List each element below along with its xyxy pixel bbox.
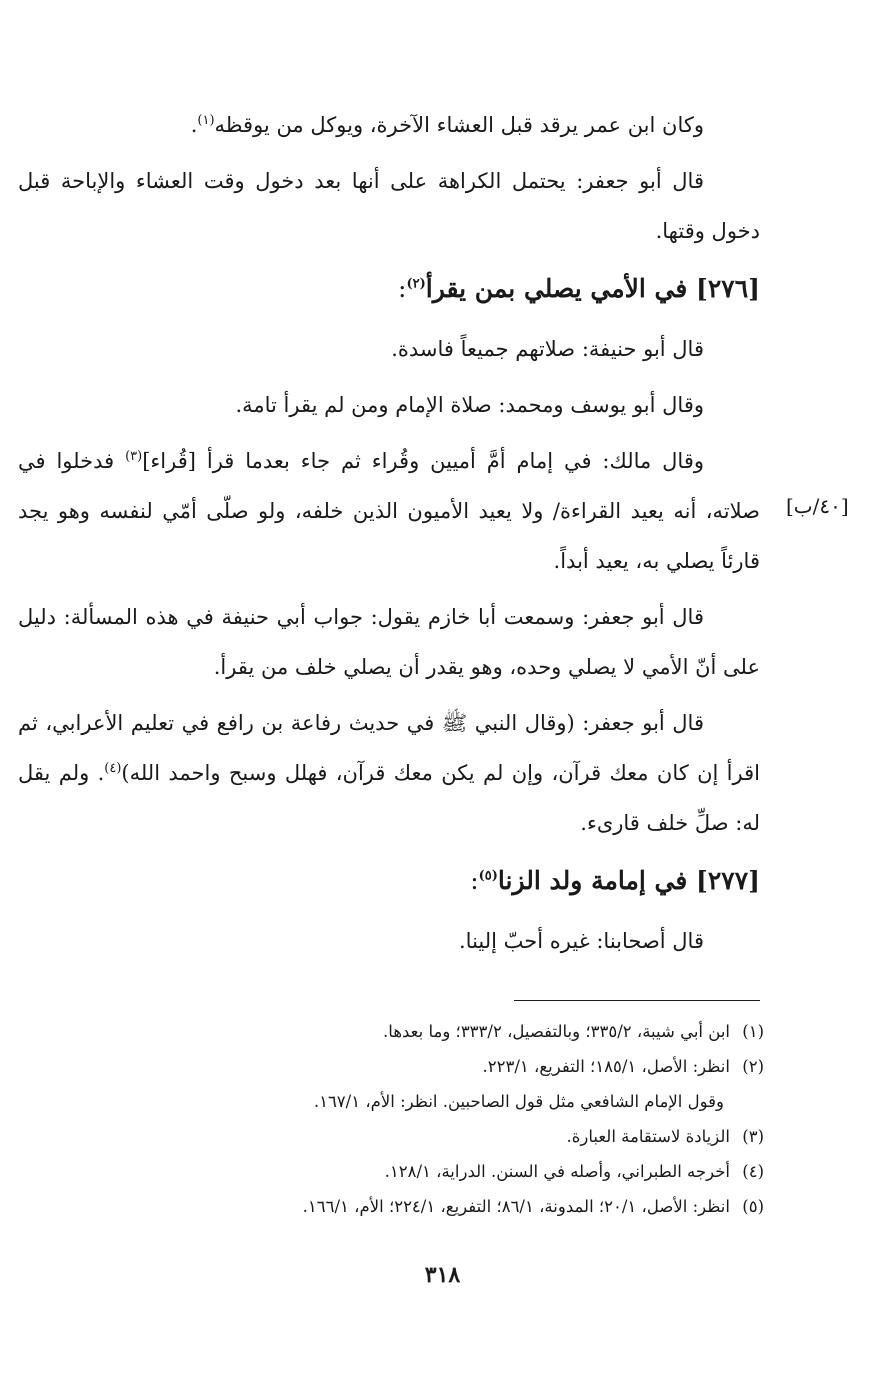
section-heading-277: [٢٧٧] في إمامة ولد الزنا$^{(٥)}$: — [470, 866, 760, 895]
paragraph-ashabuna: قال أصحابنا: غيره أحبّ إلينا. — [459, 929, 704, 953]
footnote-text: انظر: الأصل، ١٨٥/١؛ التفريع، ٢٢٣/١. — [482, 1057, 730, 1076]
footnote-ref-2[interactable]: (٢) — [406, 276, 426, 292]
paragraph-abu-yusuf: وقال أبو يوسف ومحمد: صلاة الإمام ومن لم يقرأ تامة. — [235, 393, 704, 417]
footnote-number: (٣) — [742, 1127, 764, 1146]
footnote-ref-1[interactable]: (١) — [197, 113, 215, 128]
main-text — [18, 100, 760, 972]
footnote-2 — [100, 1049, 764, 1084]
section-heading-276: [٢٧٦] في الأمي يصلي بمن يقرأ$^{(٢)}$: — [398, 274, 760, 303]
paragraph-malik: وقال مالك: في إمام أمَّ أميين وقُراء ثم جاء بعدما قرأ [قُراء]$^{(٣)}$ فدخلوا في صلاته، أنه يعيد القراءة/ ولا يعيد الأميون الذين خلفه، ولو صلّى أمّي لنفسه وهو يجد قارئاً يصلي به، يعيد أبداً. — [18, 449, 760, 573]
footnote-2-continuation: وقول الإمام الشافعي مثل قول الصاحبين. انظر: الأم، ١٦٧/١. — [313, 1092, 724, 1111]
footnote-separator — [514, 1000, 760, 1001]
footnote-text: ابن أبي شيبة، ٣٣٥/٢؛ وبالتفصيل، ٣٣٣/٢؛ وما بعدها. — [383, 1022, 730, 1041]
paragraph-abu-hanifa: قال أبو حنيفة: صلاتهم جميعاً فاسدة. — [391, 337, 704, 361]
paragraph-abu-jafar-hadith: قال أبو جعفر: (وقال النبي ﷺ في حديث رفاعة بن رافع في تعليم الأعرابي، ثم اقرأ إن كان معك قرآن، وإن لم يكن معك قرآن، فهلل وسبح واحمد الله)$^{(٤)}$. ولم يقل له: صلِّ خلف قارىء. — [18, 711, 760, 835]
footnote-number: (٥) — [742, 1197, 764, 1216]
footnote-text: أخرجه الطبراني، وأصله في السنن. الدراية، ١٢٨/١. — [384, 1162, 730, 1181]
paragraph-abu-khazim: قال أبو جعفر: وسمعت أبا خازم يقول: جواب أبي حنيفة في هذه المسألة: دليل على أنّ الأمي لا يصلي وحده، وهو يقدر أن يصلي خلف من يقرأ. — [18, 605, 760, 679]
paragraph-ibn-umar: وكان ابن عمر يرقد قبل العشاء الآخرة، ويوكل من يوقظه$^{(١)}$. — [190, 113, 704, 137]
footnote-number: (١) — [742, 1022, 764, 1041]
footnote-ref-4[interactable]: (٤) — [104, 761, 122, 776]
footnote-number: (٢) — [742, 1057, 764, 1076]
footnote-1 — [100, 1014, 764, 1049]
footnote-ref-5[interactable]: (٥) — [478, 868, 498, 884]
paragraph-abu-jafar-1: قال أبو جعفر: يحتمل الكراهة على أنها بعد دخول وقت العشاء والإباحة قبل دخول وقتها. — [18, 169, 760, 243]
footnote-ref-3[interactable]: (٣) — [125, 449, 143, 464]
footnote-4 — [100, 1154, 764, 1189]
footnote-text: انظر: الأصل، ٢٠/١؛ المدونة، ٨٦/١؛ التفريع، ٢٢٤/١؛ الأم، ١٦٦/١. — [302, 1197, 730, 1216]
footnote-text: الزيادة لاستقامة العبارة. — [566, 1127, 730, 1146]
footnote-5 — [100, 1189, 764, 1224]
page-number: ٣١٨ — [424, 1262, 461, 1288]
footnote-number: (٤) — [742, 1162, 764, 1181]
manuscript-folio-marker: [٤٠/ب] — [786, 494, 849, 518]
footnotes — [100, 1014, 764, 1224]
footnote-3 — [100, 1119, 764, 1154]
